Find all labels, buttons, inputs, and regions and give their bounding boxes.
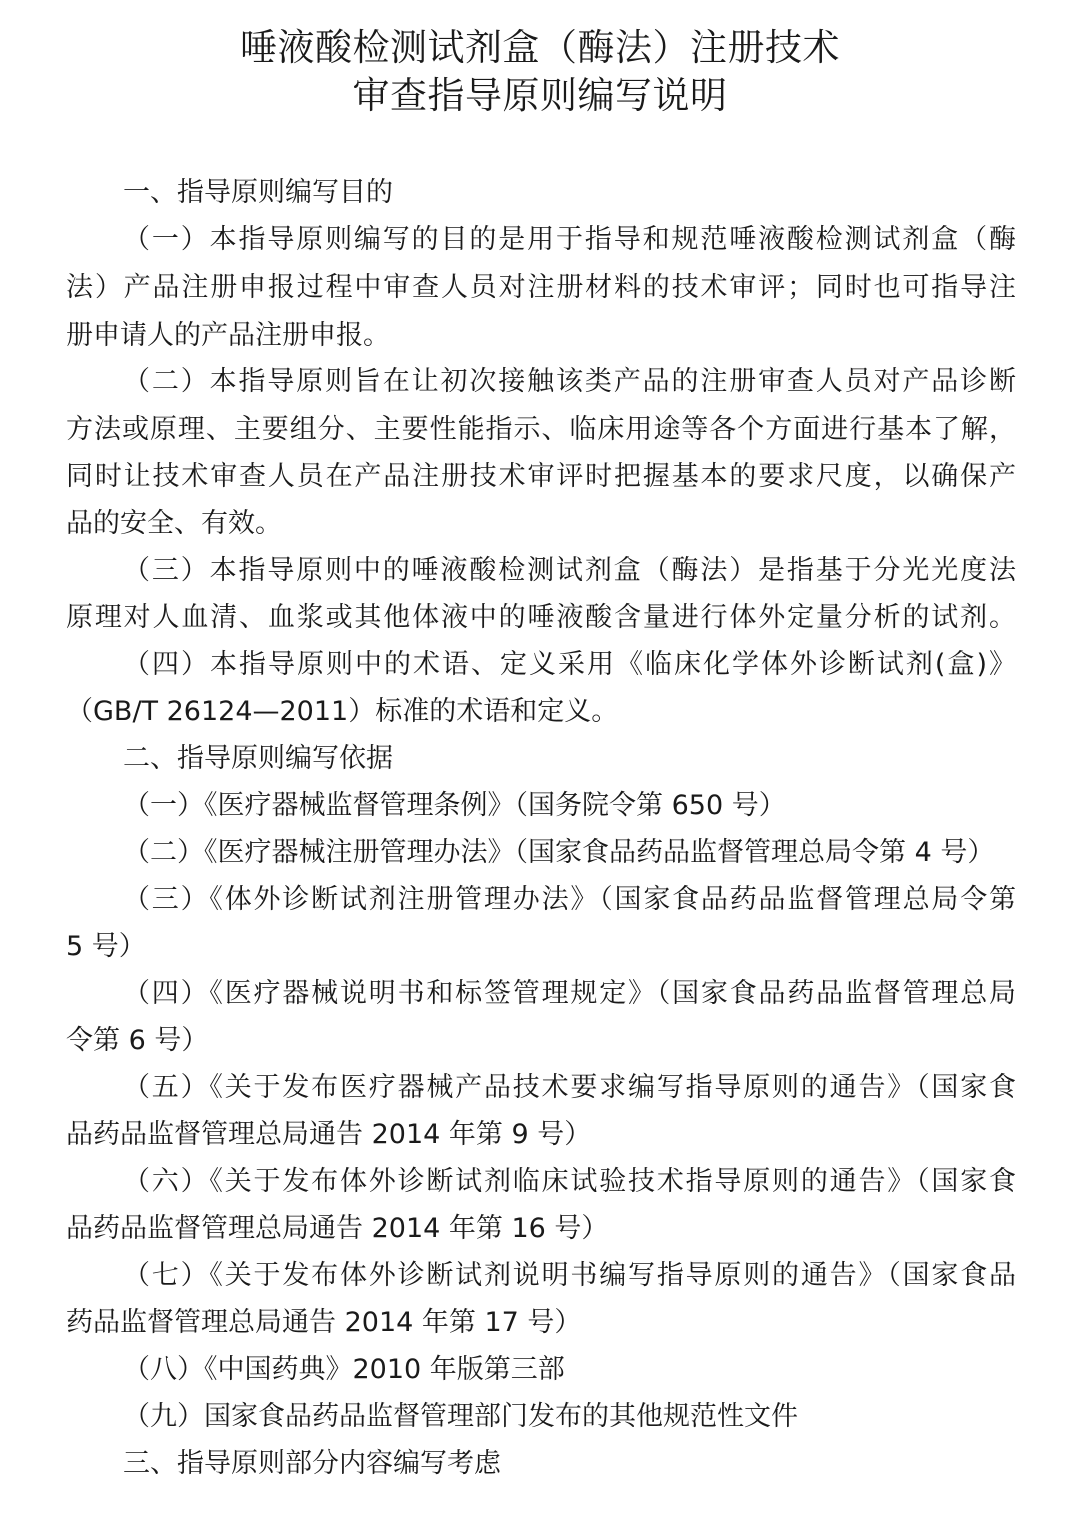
- document-title-line-1: 唾液酸检测试剂盒（酶法）注册技术: [240, 26, 840, 69]
- paragraph-line: （二）本指导原则旨在让初次接触该类产品的注册审查人员对产品诊断: [123, 366, 1016, 397]
- reference-item: （八）《中国药典》2010 年版第三部: [123, 1354, 565, 1385]
- reference-item-continued: 品药品监督管理总局通告 2014 年第 9 号）: [66, 1119, 592, 1150]
- reference-item-continued: 5 号）: [66, 931, 146, 962]
- paragraph-line: 同时让技术审查人员在产品注册技术审评时把握基本的要求尺度，以确保产: [66, 461, 1016, 492]
- reference-item-continued: 令第 6 号）: [66, 1025, 209, 1056]
- section-heading-2: 二、指导原则编写依据: [123, 743, 393, 774]
- reference-item: （二）《医疗器械注册管理办法》（国家食品药品监督管理总局令第 4 号）: [123, 837, 995, 868]
- paragraph-line: 册申请人的产品注册申报。: [66, 320, 390, 351]
- reference-item-continued: 药品监督管理总局通告 2014 年第 17 号）: [66, 1307, 582, 1338]
- reference-item: （六）《关于发布体外诊断试剂临床试验技术指导原则的通告》（国家食: [123, 1166, 1016, 1197]
- reference-item-continued: 品药品监督管理总局通告 2014 年第 16 号）: [66, 1213, 609, 1244]
- reference-item: （五）《关于发布医疗器械产品技术要求编写指导原则的通告》（国家食: [123, 1072, 1016, 1103]
- section-heading-1: 一、指导原则编写目的: [123, 177, 393, 208]
- paragraph-line: （四）本指导原则中的术语、定义采用《临床化学体外诊断试剂(盒)》: [123, 649, 1016, 680]
- reference-item: （三）《体外诊断试剂注册管理办法》（国家食品药品监督管理总局令第: [123, 884, 1016, 915]
- paragraph-line: 品的安全、有效。: [66, 508, 282, 539]
- paragraph-line: （GB/T 26124—2011）标准的术语和定义。: [66, 696, 619, 727]
- reference-item: （四）《医疗器械说明书和标签管理规定》（国家食品药品监督管理总局: [123, 978, 1016, 1009]
- paragraph-line: 法）产品注册申报过程中审查人员对注册材料的技术审评；同时也可指导注: [66, 272, 1016, 303]
- paragraph-line: （三）本指导原则中的唾液酸检测试剂盒（酶法）是指基于分光光度法: [123, 555, 1016, 586]
- paragraph-line: （一）本指导原则编写的目的是用于指导和规范唾液酸检测试剂盒（酶: [123, 224, 1016, 255]
- paragraph-line: 原理对人血清、血浆或其他体液中的唾液酸含量进行体外定量分析的试剂。: [66, 602, 1016, 633]
- reference-item: （一）《医疗器械监督管理条例》（国务院令第 650 号）: [123, 790, 786, 821]
- section-heading-3: 三、指导原则部分内容编写考虑: [123, 1448, 501, 1479]
- reference-item: （九）国家食品药品监督管理部门发布的其他规范性文件: [123, 1401, 798, 1432]
- reference-item: （七）《关于发布体外诊断试剂说明书编写指导原则的通告》（国家食品: [123, 1260, 1016, 1291]
- document-title-line-2: 审查指导原则编写说明: [352, 74, 728, 117]
- paragraph-line: 方法或原理、主要组分、主要性能指示、临床用途等各个方面进行基本了解，: [66, 414, 1016, 445]
